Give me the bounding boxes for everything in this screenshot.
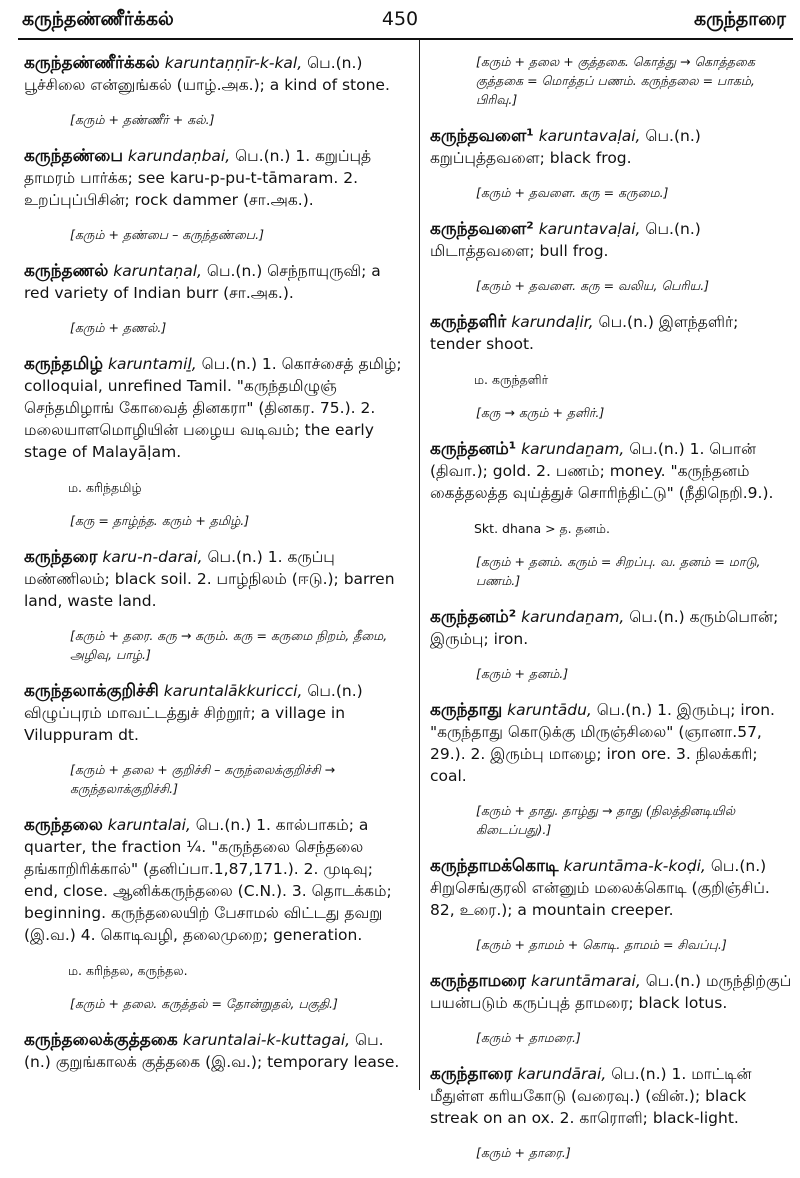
- headword: கருந்தண்பை: [24, 146, 123, 166]
- transliteration: karundaṇbai,: [127, 147, 231, 165]
- column-divider: [419, 40, 420, 1090]
- headword: கருந்தவளை¹: [430, 126, 534, 146]
- headword: கருந்தாமரை: [430, 971, 527, 991]
- etymology-note: [கரும் + தாமரை.]: [476, 1030, 581, 1045]
- dictionary-entry: [430, 855, 792, 921]
- definition: பெ.(n.) இளந்தளிர்; tender shoot.: [430, 313, 739, 353]
- dictionary-entry: [24, 353, 410, 463]
- etymology-note: [கரும் + தாமம் + கொடி. தாமம் = சிவப்பு.]: [476, 937, 727, 952]
- etymology-note: [கரும் + தணல்.]: [70, 320, 167, 335]
- etymology-note: [கரும் + தனம். கரும் = சிறப்பு. வ. தனம் = மாடு, பணம்.]: [476, 554, 761, 588]
- definition: பெ.(n.) பூச்சிலை என்னுங்கல் (யாழ்.அக.); a kind of stone.: [24, 54, 390, 94]
- transliteration: karuntamiḻ,: [107, 355, 197, 373]
- etymology-note: [கரும் + தண்பை – கருந்தண்பை.]: [70, 227, 264, 242]
- dictionary-entry: [24, 680, 410, 746]
- etymology-note: [கரும் + தண்ணீர் + கல்.]: [70, 112, 215, 127]
- etymology-note: [கரும் + தனம்.]: [476, 666, 569, 681]
- dictionary-entry: [430, 606, 792, 650]
- definition: பெ.(n.) 1. இரும்பு; iron. "கருந்தாது கொடுக்கு மிருஞ்சிலை" (ஞானா.57, 29.). 2. இரும்பு மாழை; iron ore. 3. நிலக்கரி; coal.: [430, 701, 775, 785]
- dictionary-entry: [430, 438, 792, 504]
- headword: கருந்தனம்²: [430, 607, 517, 627]
- etymology-note: [கரு = தாழ்ந்த. கரும் + தமிழ்.]: [70, 513, 250, 528]
- etymology-note: [கரும் + தலை + குத்தகை. கொத்து → கொத்தகை குத்தகை = மொத்தப் பணம். கருந்தலை = பாகம், பிரிவு.]: [476, 54, 755, 107]
- transliteration: karundaḷir,: [511, 313, 594, 331]
- headword: கருந்தாது: [430, 700, 503, 720]
- dictionary-entry: [430, 311, 792, 355]
- etymology-note: [கரு → கரும் + தளிர்.]: [476, 405, 605, 420]
- transliteration: karuntavaḷai,: [538, 127, 641, 145]
- dictionary-entry: [24, 546, 410, 612]
- definition: பெ.(n.) குறுங்காலக் குத்தகை (இ.வ.); temporary lease.: [24, 1031, 400, 1071]
- page-header: [0, 0, 800, 40]
- dictionary-entry: [24, 145, 410, 211]
- transliteration: karuntalākkuricci,: [163, 682, 303, 700]
- dictionary-entry: [24, 260, 410, 304]
- definition: பெ.(n.) மருந்திற்குப் பயன்படும் கருப்புத் தாமரை; black lotus.: [430, 972, 792, 1012]
- headword: கருந்தளிர்: [430, 312, 507, 332]
- dictionary-entry: [430, 125, 792, 169]
- etymology-note: [கரும் + தலை. கருத்தல் = தோன்றுதல், பகுதி.]: [70, 996, 338, 1011]
- headword: கருந்தலைக்குத்தகை: [24, 1030, 178, 1050]
- transliteration: karuntādu,: [507, 701, 592, 719]
- headword: கருந்தவளை²: [430, 219, 534, 239]
- definition: பெ.(n.) 1. கால்பாகம்; a quarter, the fraction ¼. "கருந்தலை செந்தலை தங்காறிரிக்கால்" (தனிப்பா.1,87,171.). 2. முடிவு; end, close. ஆனிக்கருந்தலை (C.N.). 3. தொடக்கம்; beginning. கருந்தலையிற் பேசாமல் விட்டது தவறு (இ.வ.) 4. கொடிவழி, தலைமுறை; generation.: [24, 816, 392, 944]
- headword: கருந்தரை: [24, 547, 98, 567]
- cognate-note: ம. கருந்தளிர்: [474, 372, 549, 387]
- dictionary-entry: [24, 814, 410, 946]
- definition: பெ.(n.) 1. கொச்சைத் தமிழ்; colloquial, unrefined Tamil. "கருந்தமிழுஞ் செந்தமிழாங் கோவைத் தினகரா" (தினகர. 75.). 2. மலையாளமொழியின் பழைய வடிவம்; the early stage of Malayāḷam.: [24, 355, 402, 461]
- definition: பெ.(n.) செந்நாயுருவி; a red variety of Indian burr (சா.அக.).: [24, 262, 381, 302]
- etymology-note: [கரும் + தவளை. கரு = வலிய, பெரிய.]: [476, 278, 710, 293]
- dictionary-entry: [430, 970, 792, 1014]
- header-first-word: கருந்தண்ணீர்க்கல்: [22, 8, 174, 30]
- dictionary-entry: [430, 1063, 792, 1129]
- header-last-word: கருந்தாரை: [693, 8, 786, 30]
- headword: கருந்தணல்: [24, 261, 109, 281]
- dictionary-entry: [430, 218, 792, 262]
- definition: பெ.(n.) 1. மாட்டின் மீதுள்ள கரியகோடு (வரைவு.) (வின்.); black streak on an ox. 2. காரொளி; black-light.: [430, 1065, 752, 1127]
- definition: பெ.(n.) 1. கருப்பு மண்ணிலம்; black soil. 2. பாழ்நிலம் (ஈடு.); barren land, waste land.: [24, 548, 395, 610]
- headword: கருந்தலை: [24, 815, 103, 835]
- etymology-note: [கரும் + தாது. தாழ்து → தாது (நிலத்தினடியில் கிடைப்பது).]: [476, 803, 736, 837]
- headword: கருந்தண்ணீர்க்கல்: [24, 53, 160, 73]
- headword: கருந்தலாக்குறிச்சி: [24, 681, 159, 701]
- etymology-note: [கரும் + தலை + குறிச்சி – கருந்லைக்குறிச்சி → கருந்தலாக்குறிச்சி.]: [70, 762, 336, 796]
- transliteration: karuntavaḷai,: [538, 220, 641, 238]
- transliteration: karuntaṇal,: [113, 262, 202, 280]
- transliteration: karuntalai,: [107, 816, 191, 834]
- transliteration: karundārai,: [517, 1065, 607, 1083]
- definition: பெ.(n.) மிடாத்தவளை; bull frog.: [430, 220, 701, 260]
- definition: பெ.(n.) சிறுசெங்குரலி என்னும் மலைக்கொடி (குறிஞ்சிப். 82, உரை.); a mountain creeper.: [430, 857, 770, 919]
- cognate-note: ம. கரிந்தல, கருந்தல.: [68, 963, 188, 978]
- definition: பெ.(n.) 1. கறுப்புத் தாமரம் பார்க்க; see karu-p-pu-t-tāmaram. 2. உறப்புப்பிசின்; rock dammer (சா.அக.).: [24, 147, 372, 209]
- etymology-note: [கரும் + தாரை.]: [476, 1145, 571, 1160]
- definition: பெ.(n.) விழுப்புரம் மாவட்டத்துச் சிற்றூர்; a village in Viluppuram dt.: [24, 682, 363, 744]
- definition: பெ.(n.) கரும்பொன்; இரும்பு; iron.: [430, 608, 779, 648]
- dictionary-entry: [24, 1029, 410, 1073]
- headword: கருந்தனம்¹: [430, 439, 517, 459]
- etymology-note: [கரும் + தரை. கரு → கரும். கரு = கருமை நிறம், தீமை, அழிவு, பாழ்.]: [70, 628, 388, 662]
- headword: கருந்தாமக்கொடி: [430, 856, 559, 876]
- definition: பெ.(n.) கறுப்புத்தவளை; black frog.: [430, 127, 701, 167]
- transliteration: karuntāmarai,: [530, 972, 641, 990]
- headword: கருந்தாரை: [430, 1064, 513, 1084]
- transliteration: karuntāma-k-koḍi,: [563, 857, 706, 875]
- etymology-note: [கரும் + தவளை. கரு = கருமை.]: [476, 185, 669, 200]
- right-column: [430, 52, 792, 1178]
- cognate-note: Skt. dhana > த. தனம்.: [474, 521, 610, 536]
- headword: கருந்தமிழ்: [24, 354, 104, 374]
- page-number: 450: [381, 8, 419, 30]
- transliteration: karuntaṇṇīr-k-kal,: [164, 54, 303, 72]
- cognate-note: ம. கரிந்தமிழ்: [68, 480, 142, 495]
- definition: பெ.(n.) 1. பொன் (திவா.); gold. 2. பணம்; money. "கருந்தனம் கைத்தலத்த வுய்த்துச் சொரிந்திட்டு" (நீதிநெறி.9.).: [430, 440, 774, 502]
- transliteration: karu-n-darai,: [102, 548, 203, 566]
- header-rule: [18, 38, 793, 40]
- transliteration: karuntalai-k-kuttagai,: [182, 1031, 351, 1049]
- transliteration: karundaṉam,: [521, 440, 625, 458]
- left-column: [24, 52, 410, 1073]
- dictionary-entry: [430, 699, 792, 787]
- transliteration: karundaṉam,: [521, 608, 625, 626]
- dictionary-entry: [24, 52, 410, 96]
